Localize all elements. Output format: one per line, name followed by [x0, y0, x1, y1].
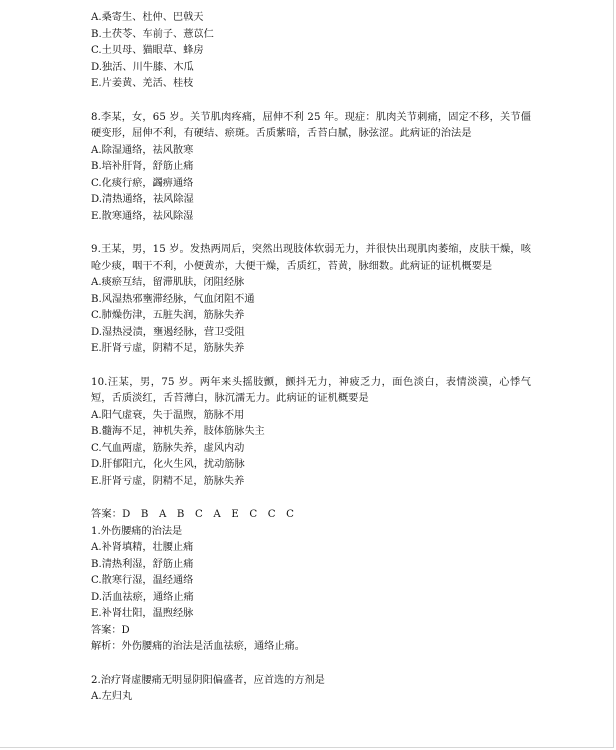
option-d: D.肝郁阳亢，化火生风，扰动筋脉 — [91, 459, 245, 470]
question-8 — [91, 110, 531, 226]
question-s2 — [91, 673, 531, 706]
option-a: A.左归丸 — [91, 691, 133, 702]
question-9-stem: 9.王某，男，15 岁。发热两周后，突然出现肢体软弱无力，并很快出现肌肉萎缩，皮肤干燥，咳呛少痰，咽干不利，小便黄赤，大便干燥，舌质红，苔黄，脉细数。此病证的证机概要是 — [91, 244, 531, 272]
question-s1-stem: 1.外伤腰痛的治法是 — [91, 525, 183, 537]
option-e: E.肝肾亏虚，阴精不足，筋脉失养 — [91, 475, 245, 487]
question-s2-stem: 2.治疗肾虚腰痛无明显阴阳偏盛者，应首选的方剂是 — [91, 674, 325, 686]
option-d: D.湿热浸渍，壅遏经脉，营卫受阻 — [91, 326, 245, 338]
answer-key: 答案：D B A B C A E C C C — [91, 509, 295, 520]
question-s1-analysis: 解析：外伤腰痛的治法是活血祛瘀，通络止痛。 — [91, 641, 305, 652]
section-answers — [91, 507, 531, 656]
question-10 — [91, 375, 531, 491]
option-e: E.片姜黄、羌活、桂枝 — [91, 78, 194, 89]
question-7-options — [91, 10, 531, 93]
option-d: D.活血祛瘀，通络止痛 — [91, 591, 194, 603]
question-9 — [91, 242, 531, 358]
option-e: E.补肾壮阳，温煦经脉 — [91, 608, 194, 619]
spacer — [91, 656, 531, 673]
option-c: C.肺燥伤津，五脏失润，筋脉失养 — [91, 310, 245, 321]
option-b: B.土茯苓、车前子、薏苡仁 — [91, 28, 214, 40]
option-b: B.清热利湿，舒筋止痛 — [91, 558, 194, 570]
question-10-stem: 10.汪某，男，75 岁。两年来头摇肢颤，颤抖无力，神疲乏力，面色淡白，表情淡漠，心悸气短，舌质淡红，舌苔薄白，脉沉濡无力。此病证的证机概要是 — [91, 376, 531, 404]
option-a: A.痰瘀互结，留滞肌肤，闭阻经脉 — [91, 277, 245, 288]
option-e: E.散寒通络，祛风除湿 — [91, 210, 194, 222]
option-a: A.阳气虚衰，失于温煦，筋脉不用 — [91, 409, 245, 421]
option-c: C.散寒行湿，温经通络 — [91, 575, 194, 586]
option-a: A.补肾填精，壮腰止痛 — [91, 542, 194, 553]
option-c: C.土贝母、猫眼草、蜂房 — [91, 45, 204, 56]
question-s1-answer: 答案：D — [91, 624, 130, 636]
option-a: A.桑寄生、杜仲、巴戟天 — [91, 12, 204, 23]
option-b: B.风湿热邪壅滞经脉，气血闭阻不通 — [91, 293, 255, 305]
option-d: D.独活、川牛膝、木瓜 — [91, 61, 194, 73]
document-content — [91, 10, 531, 706]
option-c: C.化痰行瘀，蠲痹通络 — [91, 177, 194, 189]
option-a: A.除湿通络，祛风散寒 — [91, 144, 194, 156]
option-c: C.气血两虚，筋脉失养，虚风内动 — [91, 442, 245, 454]
option-b: B.培补肝肾，舒筋止痛 — [91, 161, 194, 172]
option-b: B.髓海不足，神机失养，肢体筋脉失主 — [91, 426, 265, 437]
option-d: D.清热通络，祛风除湿 — [91, 194, 194, 205]
option-e: E.肝肾亏虚，阴精不足，筋脉失养 — [91, 343, 245, 354]
question-8-stem: 8.李某，女，65 岁。关节肌肉疼痛，屈伸不利 25 年。现症：肌肉关节刺痛，固定不移，关节僵硬变形，屈伸不利，有硬结、瘀斑。舌质紫暗，舌苔白腻，脉弦涩。此病证的治法是 — [91, 111, 531, 139]
